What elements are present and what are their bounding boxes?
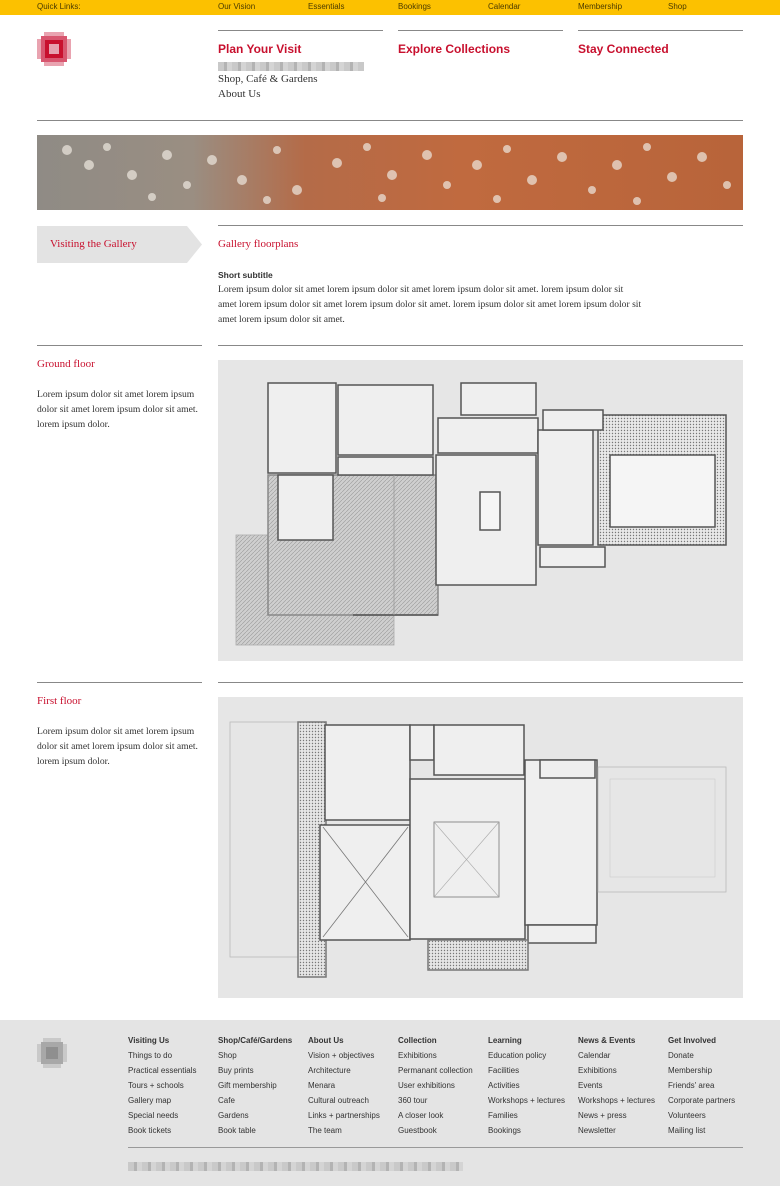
ground-floor-plan bbox=[218, 360, 743, 661]
footer-link[interactable]: Gallery map bbox=[128, 1096, 172, 1105]
footer-link[interactable]: Friends' area bbox=[668, 1081, 715, 1090]
header-divider bbox=[37, 120, 743, 121]
quick-link-our-vision[interactable]: Our Vision bbox=[218, 2, 256, 11]
footer-col-get-involved bbox=[668, 1036, 735, 1138]
nav-rule-3 bbox=[578, 30, 743, 31]
first-floor-plan bbox=[218, 697, 743, 998]
footer-link[interactable]: Practical essentials bbox=[128, 1066, 197, 1075]
footer-heading: News & Events bbox=[578, 1036, 636, 1045]
footer-divider bbox=[128, 1147, 743, 1148]
footer-link[interactable]: Corporate partners bbox=[668, 1096, 736, 1105]
quick-link-calendar[interactable]: Calendar bbox=[488, 2, 521, 11]
footer-logo-icon[interactable] bbox=[37, 1038, 67, 1068]
footer-link[interactable]: Gift membership bbox=[218, 1081, 277, 1090]
tab-visiting-the-gallery[interactable]: Visiting the Gallery bbox=[50, 238, 137, 250]
footer-link[interactable]: A closer look bbox=[398, 1111, 444, 1120]
quick-link-bookings[interactable]: Bookings bbox=[398, 2, 431, 11]
footer-link[interactable]: Education policy bbox=[488, 1051, 547, 1060]
footer-link[interactable]: News + press bbox=[578, 1111, 627, 1120]
footer-blurred-copyright bbox=[128, 1162, 463, 1171]
nav-rule-1 bbox=[218, 30, 383, 31]
handprints-pattern bbox=[37, 135, 743, 210]
footer-link[interactable]: Tours + schools bbox=[128, 1081, 184, 1090]
footer-col-visiting-us bbox=[128, 1036, 196, 1138]
footer-col-shop bbox=[218, 1036, 292, 1138]
footer-link[interactable]: Buy prints bbox=[218, 1066, 254, 1075]
quick-links-label: Quick Links: bbox=[37, 2, 81, 11]
footer-link[interactable]: User exhibitions bbox=[398, 1081, 455, 1090]
quick-link-shop[interactable]: Shop bbox=[668, 2, 687, 11]
footer-col-learning bbox=[488, 1036, 565, 1138]
footer-link[interactable]: Guestbook bbox=[398, 1126, 437, 1135]
footer-link[interactable]: Exhibitions bbox=[398, 1051, 437, 1060]
first-floor-title: First floor bbox=[37, 695, 82, 707]
page-title: Gallery floorplans bbox=[218, 238, 299, 250]
footer-link[interactable]: Volunteers bbox=[668, 1111, 706, 1120]
footer-col-collection bbox=[398, 1036, 473, 1138]
footer-link[interactable]: Newsletter bbox=[578, 1126, 616, 1135]
ground-floor-rule-right bbox=[218, 345, 743, 346]
site-logo-icon[interactable] bbox=[37, 32, 71, 66]
first-floor-text: Lorem ipsum dolor sit amet lorem ipsum dolor sit amet lorem ipsum dolor sit amet. lorem ipsum dolor. bbox=[37, 726, 198, 767]
footer-col-about-us bbox=[308, 1036, 380, 1138]
footer-link[interactable]: Bookings bbox=[488, 1126, 521, 1135]
footer-link[interactable]: 360 tour bbox=[398, 1096, 428, 1105]
nav-explore-collections[interactable]: Explore Collections bbox=[398, 42, 511, 56]
footer-link[interactable]: Activities bbox=[488, 1081, 520, 1090]
quick-link-essentials[interactable]: Essentials bbox=[308, 2, 345, 11]
footer-link[interactable]: Cultural outreach bbox=[308, 1096, 369, 1105]
ground-floor-rule-left bbox=[37, 345, 202, 346]
footer-link[interactable]: Special needs bbox=[128, 1111, 179, 1120]
nav-stay-connected[interactable]: Stay Connected bbox=[578, 42, 669, 56]
footer-link[interactable]: Cafe bbox=[218, 1096, 235, 1105]
page-subtitle: Short subtitle bbox=[218, 270, 273, 280]
footer-link[interactable]: Donate bbox=[668, 1051, 694, 1060]
hero-banner bbox=[37, 135, 743, 210]
first-floor-plan-drawing bbox=[218, 697, 743, 998]
footer-link[interactable]: The team bbox=[308, 1126, 342, 1135]
ground-floor-plan-drawing bbox=[218, 360, 743, 661]
quick-links-bar bbox=[0, 0, 780, 15]
footer-heading: Collection bbox=[398, 1036, 437, 1045]
footer-link[interactable]: Workshops + lectures bbox=[578, 1096, 655, 1105]
footer-link[interactable]: Gardens bbox=[218, 1111, 249, 1120]
footer-link[interactable]: Shop bbox=[218, 1051, 237, 1060]
footer-link[interactable]: Families bbox=[488, 1111, 518, 1120]
first-floor-rule-right bbox=[218, 682, 743, 683]
footer-heading: About Us bbox=[308, 1036, 344, 1045]
intro-text: Lorem ipsum dolor sit amet lorem ipsum dolor sit amet lorem ipsum dolor sit amet. lorem ipsum dolor sit amet lorem ipsum dolor sit amet lorem ipsum dolor sit amet. lorem ipsum dolor sit amet lorem ipsum dolor sit amet lorem ipsum dolor sit amet. bbox=[218, 284, 642, 325]
blurred-link[interactable] bbox=[218, 62, 364, 71]
footer-link[interactable]: Permanant collection bbox=[398, 1066, 473, 1075]
footer-link[interactable]: Membership bbox=[668, 1066, 713, 1075]
nav-rule-2 bbox=[398, 30, 563, 31]
footer-heading: Learning bbox=[488, 1036, 522, 1045]
footer-link[interactable]: Things to do bbox=[128, 1051, 173, 1060]
footer-link[interactable]: Facilities bbox=[488, 1066, 520, 1075]
nav-plan-your-visit[interactable]: Plan Your Visit bbox=[218, 42, 302, 56]
footer-link[interactable]: Links + partnerships bbox=[308, 1111, 380, 1120]
footer-link[interactable]: Menara bbox=[308, 1081, 336, 1090]
footer-link[interactable]: Exhibitions bbox=[578, 1066, 617, 1075]
footer-heading: Shop/Café/Gardens bbox=[218, 1036, 293, 1045]
first-floor-rule-left bbox=[37, 682, 202, 683]
ground-floor-text: Lorem ipsum dolor sit amet lorem ipsum dolor sit amet lorem ipsum dolor sit amet. lorem ipsum dolor. bbox=[37, 389, 198, 430]
quick-link-membership[interactable]: Membership bbox=[578, 2, 623, 11]
footer-link[interactable]: Mailing list bbox=[668, 1126, 706, 1135]
footer-heading: Get Involved bbox=[668, 1036, 717, 1045]
footer-link[interactable]: Workshops + lectures bbox=[488, 1096, 565, 1105]
footer-col-news-events bbox=[578, 1036, 655, 1138]
content-rule bbox=[218, 225, 743, 226]
footer-link[interactable]: Architecture bbox=[308, 1066, 351, 1075]
footer-link[interactable]: Calendar bbox=[578, 1051, 611, 1060]
sublink-shop-cafe-gardens[interactable]: Shop, Café & Gardens bbox=[218, 73, 318, 85]
sublink-about-us[interactable]: About Us bbox=[218, 88, 261, 100]
footer-link[interactable]: Vision + objectives bbox=[308, 1051, 375, 1060]
footer-link[interactable]: Book table bbox=[218, 1126, 256, 1135]
footer-link[interactable]: Book tickets bbox=[128, 1126, 172, 1135]
footer-link[interactable]: Events bbox=[578, 1081, 603, 1090]
footer-heading: Visiting Us bbox=[128, 1036, 170, 1045]
ground-floor-title: Ground floor bbox=[37, 358, 95, 370]
